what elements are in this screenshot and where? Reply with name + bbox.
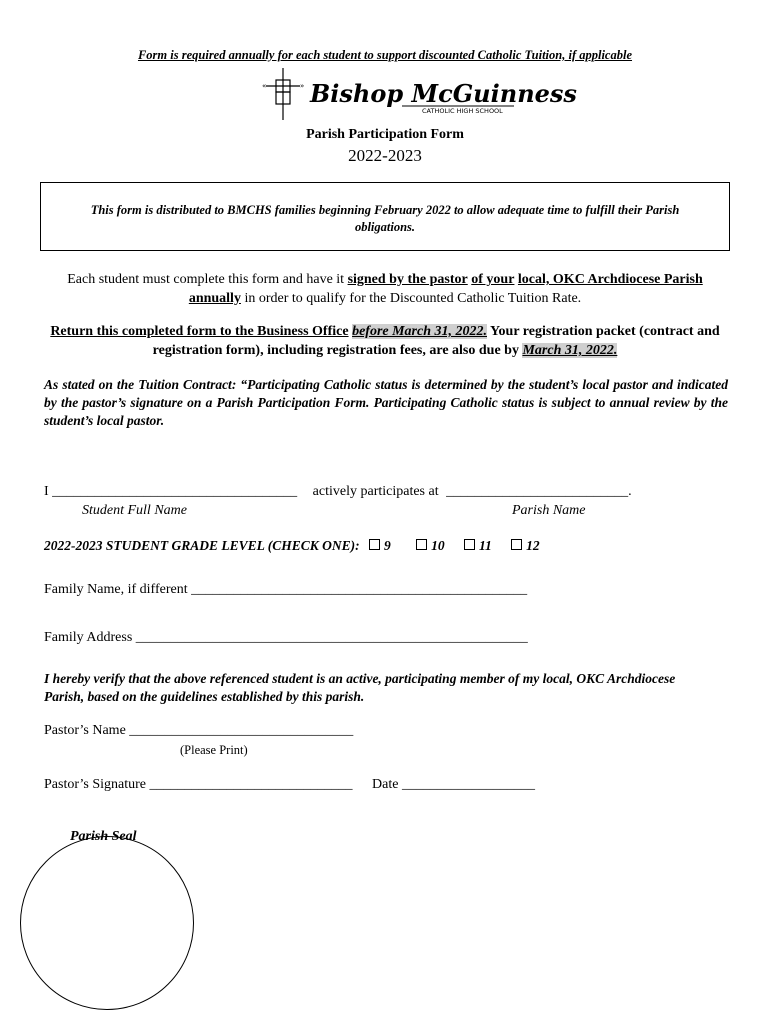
grade-12-checkbox[interactable] bbox=[511, 539, 522, 550]
verification-statement: I hereby verify that the above referenced student is an active, participating member of my local, OKC Archdiocese Parish, based on the guidelines established by this parish. bbox=[44, 671, 676, 704]
top-note: Form is required annually for each student to support discounted Catholic Tuition, if applicable bbox=[137, 48, 633, 62]
date-field[interactable]: ___________________ bbox=[401, 777, 535, 792]
logo-wordmark: Bishop McGuinness bbox=[310, 79, 577, 108]
svg-text:«: « bbox=[262, 82, 267, 90]
notice-text: This form is distributed to BMCHS families beginning February 2022 to allow adequate time to fulfill their Parish obligations. bbox=[90, 203, 680, 234]
family-name-row: Family Name, if different ________________________________________________ bbox=[44, 582, 528, 597]
school-year: 2022-2023 bbox=[348, 146, 422, 165]
parish-seal-circle bbox=[20, 836, 194, 1010]
cross-icon bbox=[266, 68, 300, 120]
participation-line: I ___________________________________ actively participates at __________________________. bbox=[44, 484, 632, 499]
grade-10-checkbox[interactable] bbox=[416, 539, 427, 550]
grade-11-checkbox[interactable] bbox=[464, 539, 475, 550]
school-logo bbox=[252, 66, 577, 122]
student-name-label: Student Full Name bbox=[82, 503, 187, 518]
logo-subtext: CATHOLIC HIGH SCHOOL bbox=[422, 107, 503, 115]
intro-paragraph: Each student must complete this form and have it signed by the pastor of your local, OKC Archdiocese Parish annually in order to qualify for the Discounted Catholic Tuition Rate. bbox=[67, 272, 703, 306]
parish-seal-label: Parish Seal bbox=[70, 829, 137, 844]
pastor-name-field[interactable]: ________________________________ bbox=[129, 723, 354, 738]
contract-quote: As stated on the Tuition Contract: “Participating Catholic status is determined by the student’s local pastor and indicated by the pastor’s signature on a Parish Participation Form. Participating Catholic status is subject to annual review by the student’s local pastor. bbox=[44, 377, 728, 428]
family-address-row: Family Address ________________________________________________________ bbox=[44, 630, 528, 645]
pastor-signature-row: Pastor’s Signature _____________________________ Date ___________________ bbox=[44, 777, 535, 792]
pastor-name-hint: (Please Print) bbox=[180, 743, 248, 757]
student-name-field[interactable]: ___________________________________ bbox=[52, 484, 298, 499]
parish-name-label: Parish Name bbox=[512, 503, 586, 518]
svg-text:»: » bbox=[300, 82, 305, 90]
form-title: Parish Participation Form bbox=[306, 127, 464, 142]
grade-level: 2022-2023 STUDENT GRADE LEVEL (CHECK ONE): 9 10 11 12 bbox=[44, 538, 540, 553]
pastor-signature-field[interactable]: _____________________________ bbox=[149, 777, 353, 792]
pastor-name-row: Pastor’s Name ________________________________ bbox=[44, 723, 354, 738]
return-notice: Return this completed form to the Business Office before March 31, 2022. Your registration packet (contract and registration form), including registration fees, are also due by March 31, 2022. bbox=[50, 324, 720, 358]
family-name-field[interactable]: ________________________________________________ bbox=[191, 582, 528, 597]
parish-name-field[interactable]: __________________________ bbox=[446, 484, 629, 499]
family-address-field[interactable]: ________________________________________________________ bbox=[135, 630, 528, 645]
grade-9-checkbox[interactable] bbox=[369, 539, 380, 550]
